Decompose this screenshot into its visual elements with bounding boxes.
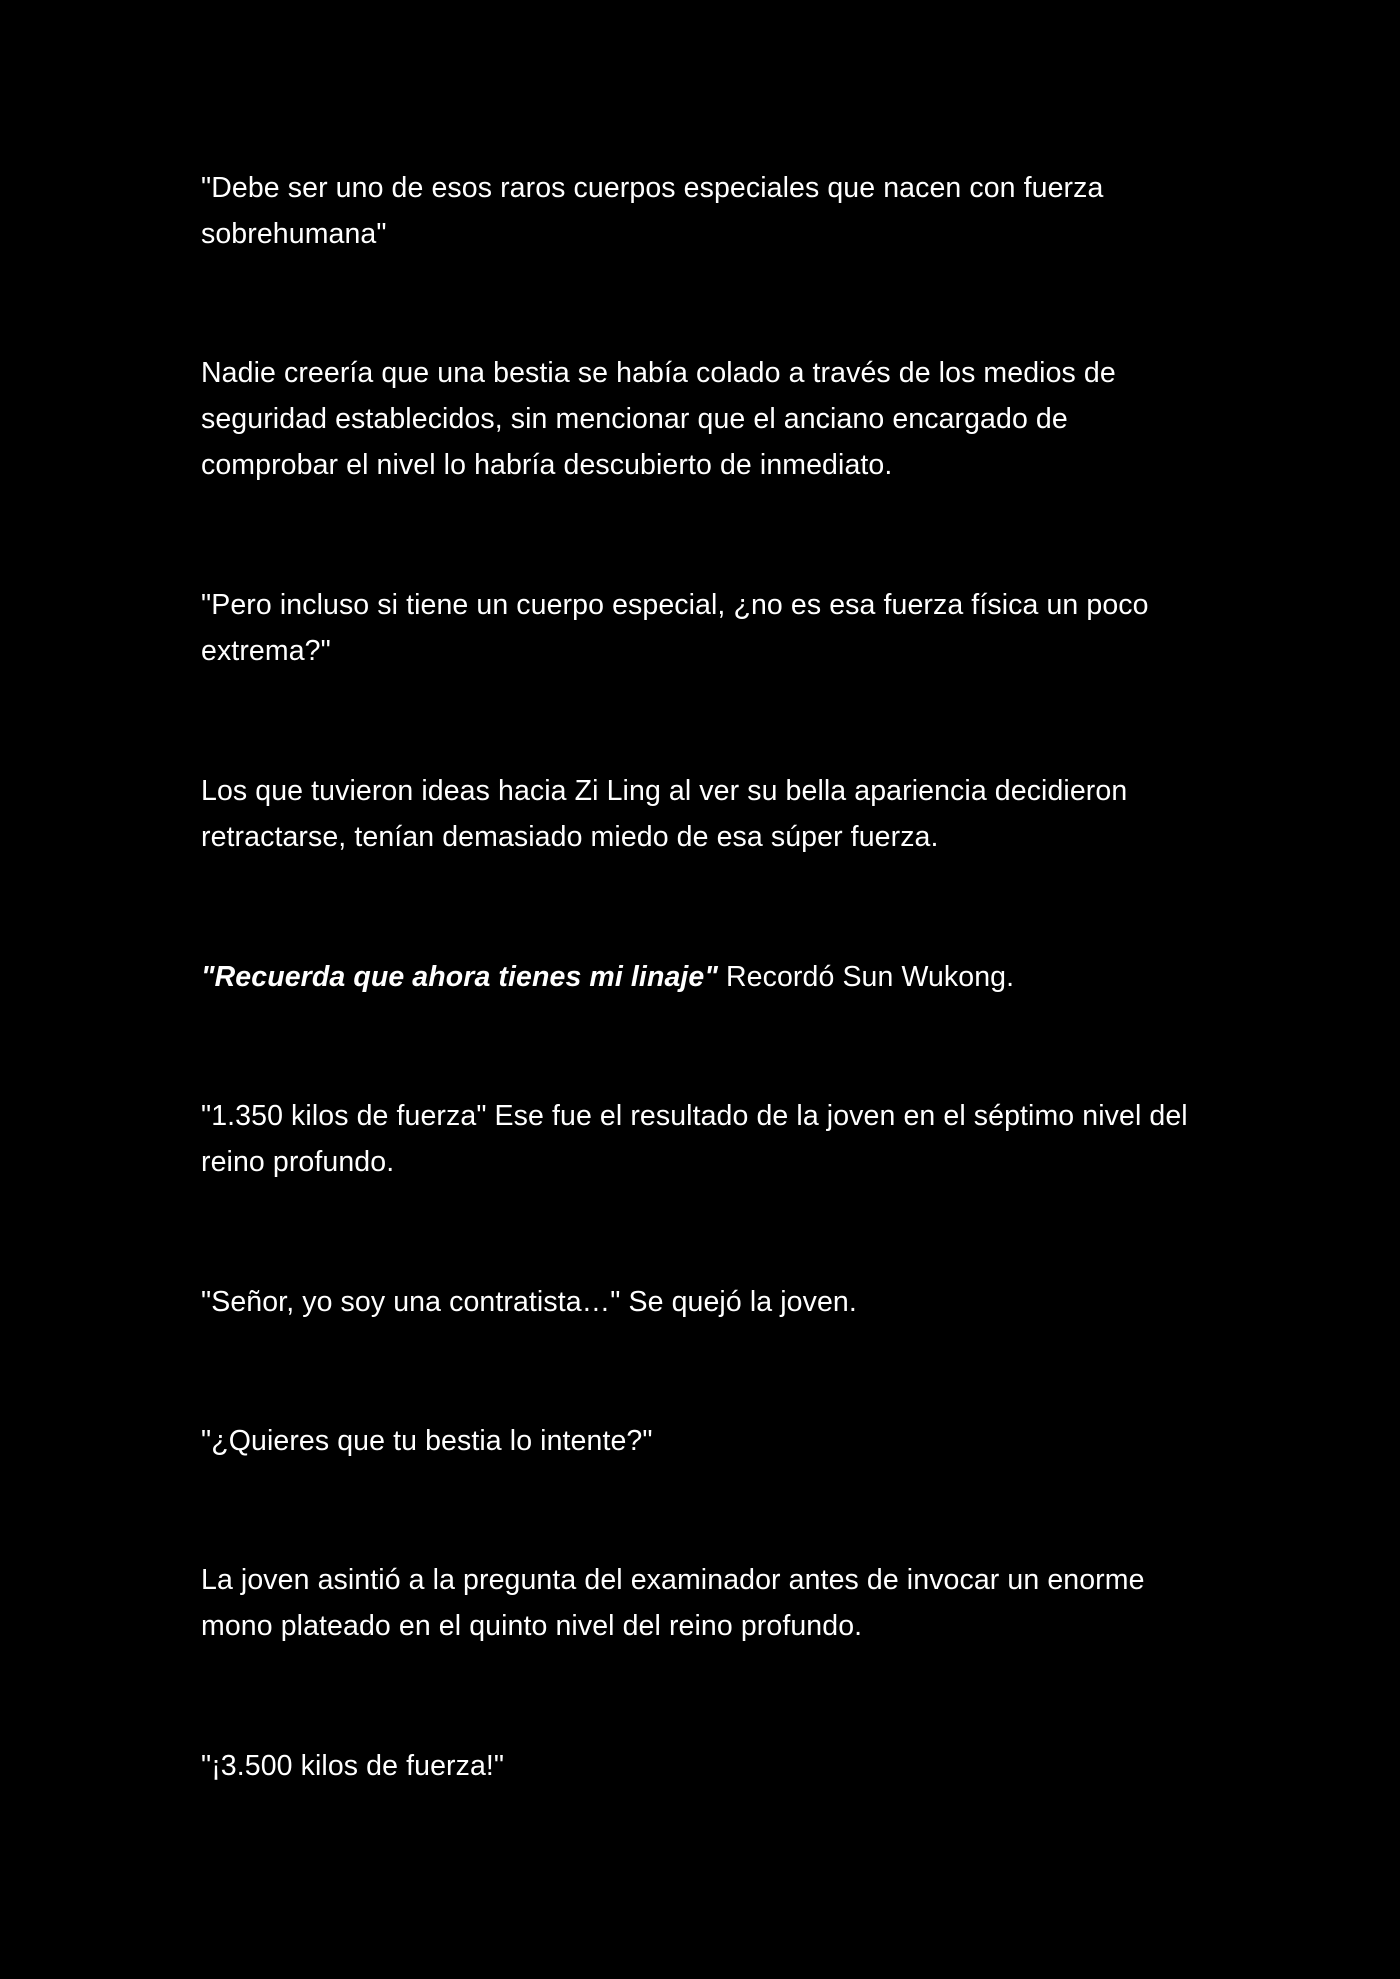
paragraph-3: "Pero incluso si tiene un cuerpo especial, ¿no es esa fuerza física un poco extrema?" <box>201 589 1149 667</box>
paragraph-5-rest: Recordó Sun Wukong. <box>717 961 1015 993</box>
paragraph-2: Nadie creería que una bestia se había colado a través de los medios de seguridad establecidos, sin mencionar que el anciano encargado de comprobar el nivel lo habría descubierto de inmediato. <box>201 357 1116 481</box>
paragraph-6: "1.350 kilos de fuerza" Ese fue el resultado de la joven en el séptimo nivel del reino profundo. <box>201 1100 1188 1178</box>
emphasized-quote: "Recuerda que ahora tienes mi linaje" <box>201 961 718 993</box>
paragraph-1: "Debe ser uno de esos raros cuerpos especiales que nacen con fuerza sobrehumana" <box>201 172 1104 250</box>
paragraph-9: La joven asintió a la pregunta del examinador antes de invocar un enorme mono plateado en el quinto nivel del reino profundo. <box>201 1564 1145 1642</box>
paragraph-4: Los que tuvieron ideas hacia Zi Ling al ver su bella apariencia decidieron retractarse, tenían demasiado miedo de esa súper fuerza. <box>201 775 1128 853</box>
paragraph-10: "¡3.500 kilos de fuerza!" <box>201 1750 505 1782</box>
paragraph-8: "¿Quieres que tu bestia lo intente?" <box>201 1425 653 1457</box>
paragraph-7: "Señor, yo soy una contratista…" Se quejó la joven. <box>201 1286 857 1318</box>
paragraph-5 <box>201 954 1201 1000</box>
